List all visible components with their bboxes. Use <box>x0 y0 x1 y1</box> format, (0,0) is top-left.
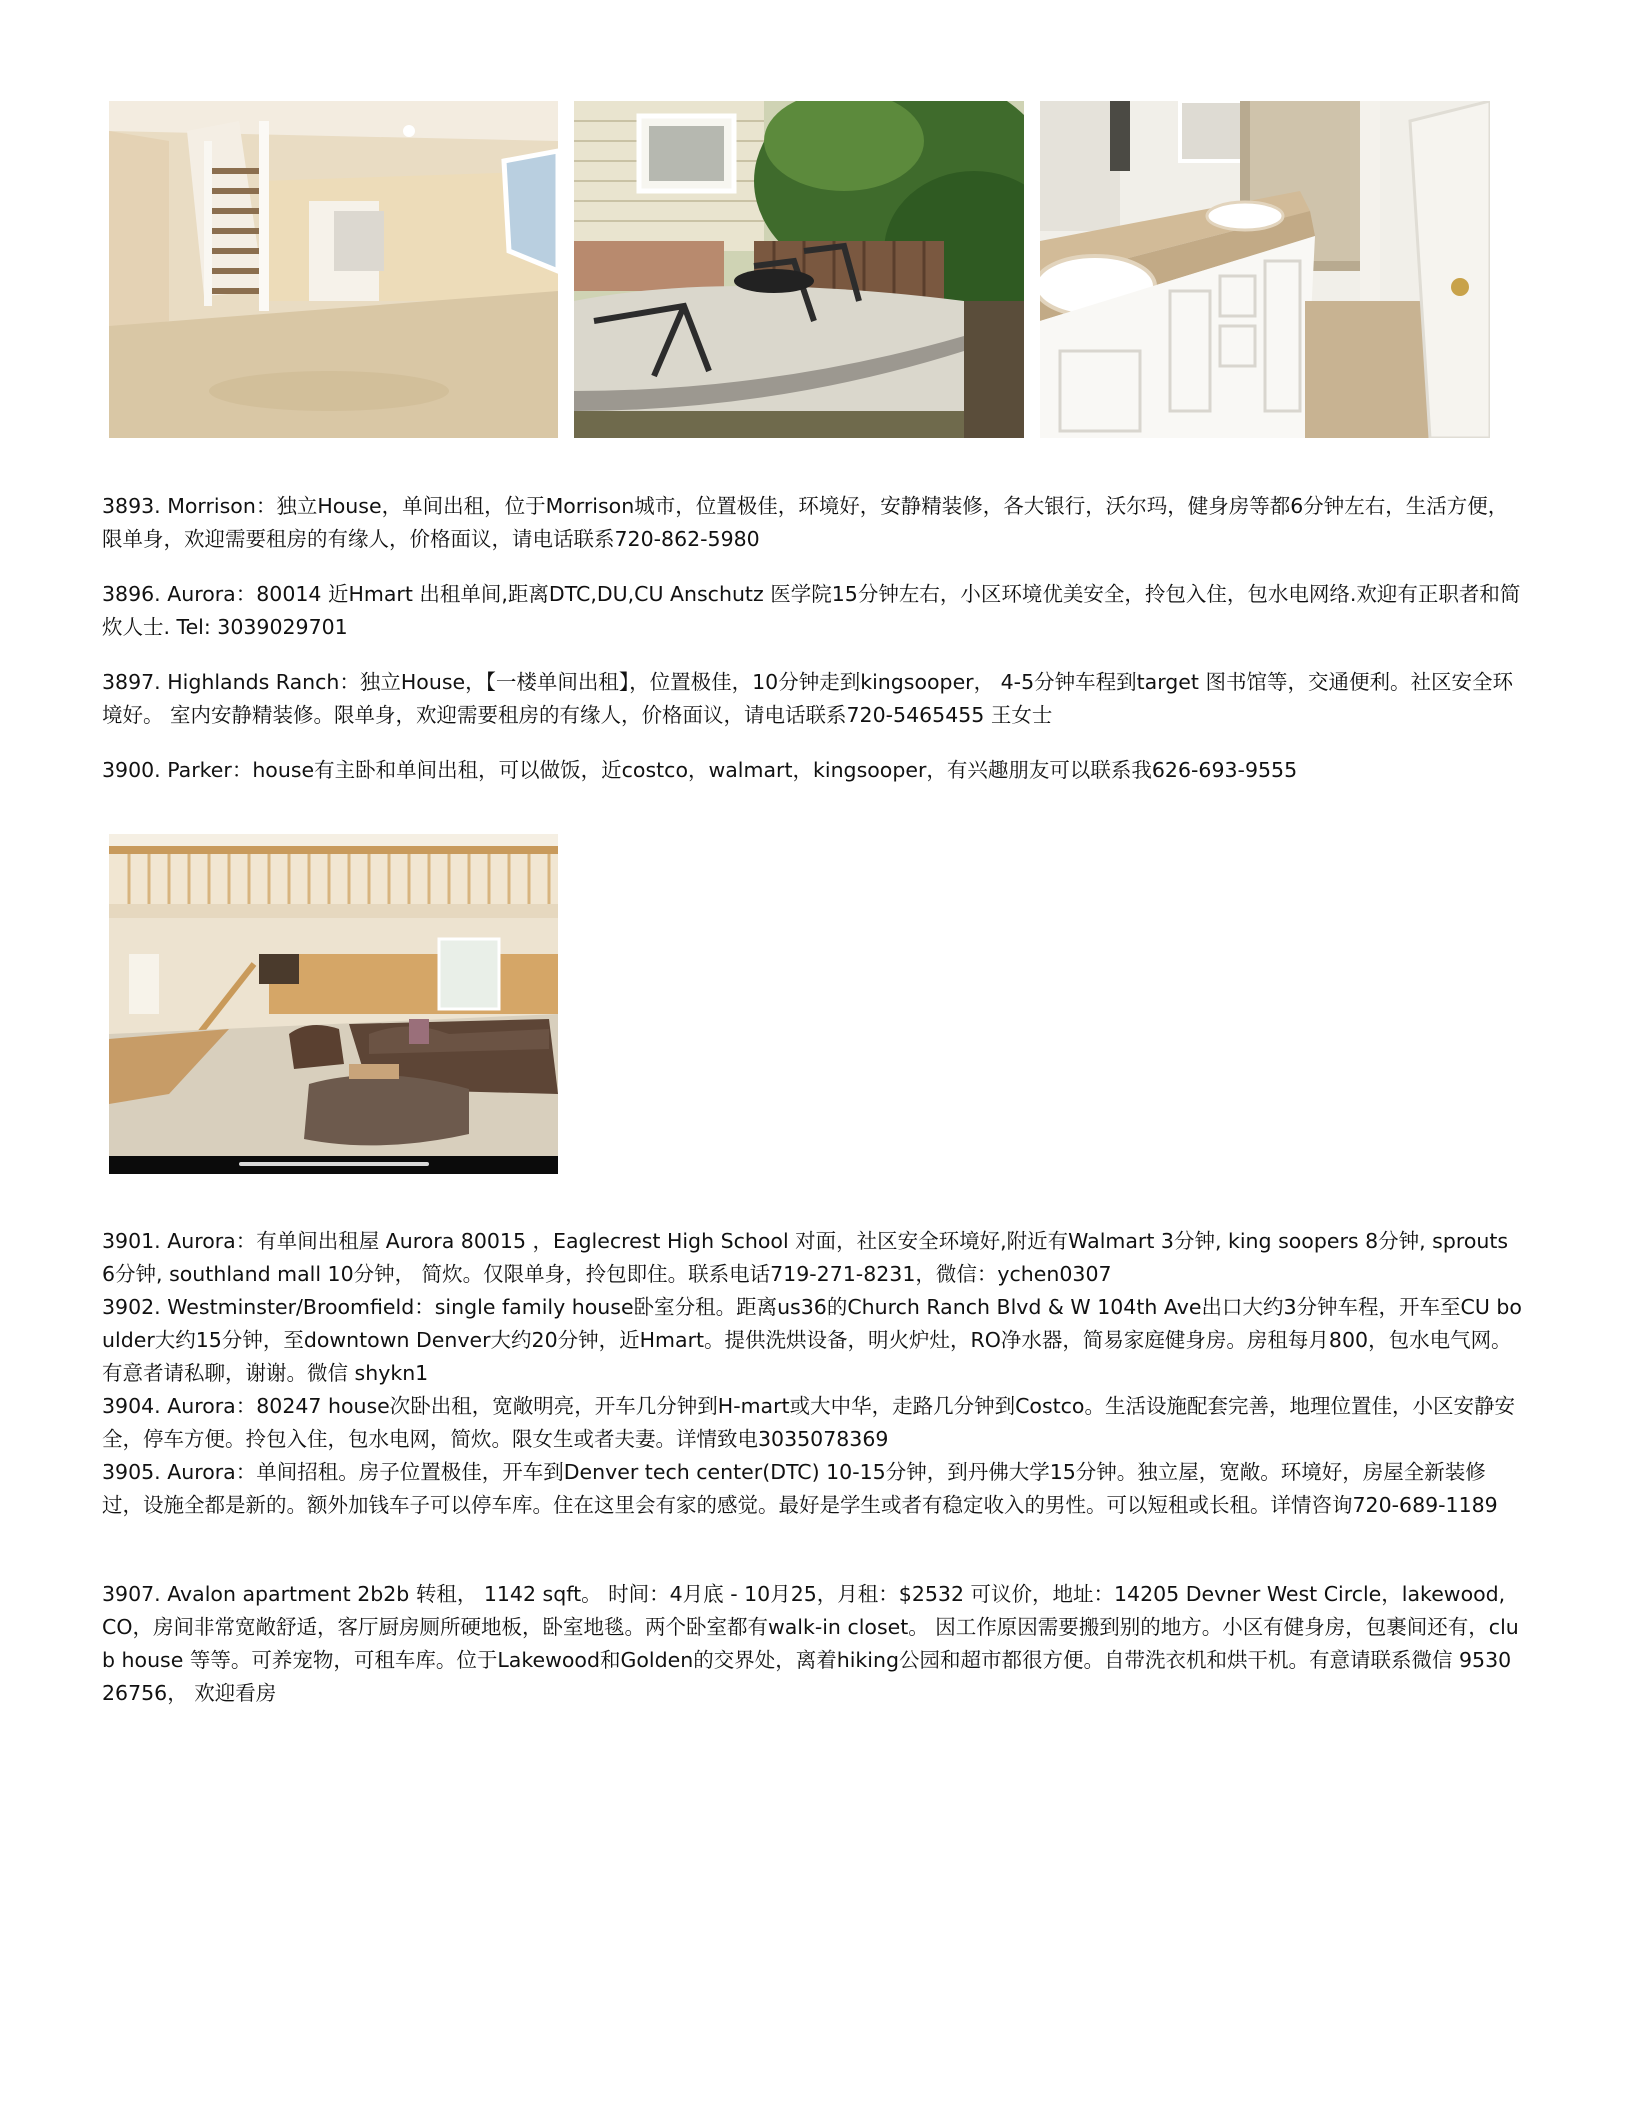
listing-3897: 3897. Highlands Ranch：独立House，【一楼单间出租】，位置极佳，10分钟走到kingsooper， 4-5分钟车程到target 图书馆等，交通便利。社区安全环境好。 室内安静精装修。限单身，欢迎需要租房的有缘人，价格面议，请电话联系720-5465455 王女士 <box>102 670 1513 727</box>
living-room-photo <box>109 834 558 1174</box>
bathroom-vanity-photo <box>1040 101 1490 438</box>
basement-stairs-photo <box>109 101 558 438</box>
listing-3896: 3896. Aurora：80014 近Hmart 出租单间,距离DTC,DU,CU Anschutz 医学院15分钟左右，小区环境优美安全，拎包入住，包水电网络.欢迎有正职者和简炊人士. Tel: 3039029701 <box>102 582 1521 639</box>
listing-3904: 3904. Aurora：80247 house次卧出租，宽敞明亮，开车几分钟到H-mart或大中华，走路几分钟到Costco。生活设施配套完善，地理位置佳，小区安静安全，停车方便。拎包入住，包水电网，简炊。限女生或者夫妻。详情致电3035078369 <box>102 1394 1515 1451</box>
listing-3901: 3901. Aurora：有单间出租屋 Aurora 80015 ，Eaglecrest High School 对面，社区安全环境好,附近有Walmart 3分钟, king soopers 8分钟, sprouts 6分钟, southland mall 10分钟， 简炊。仅限单身，拎包即住。联系电话719-271-8231，微信：ychen0307 <box>102 1229 1509 1286</box>
listing-3893: 3893. Morrison：独立House，单间出租，位于Morrison城市，位置极佳，环境好，安静精装修，各大银行，沃尔玛，健身房等都6分钟左右，生活方便，限单身，欢迎需要租房的有缘人，价格面议，请电话联系720-862-5980 <box>102 494 1509 551</box>
listing-3902: 3902. Westminster/Broomfield：single family house卧室分租。距离us36的Church Ranch Blvd & W 104th Ave出口大约3分钟车程，开车至CU boulder大约15分钟，至downtown Denver大约20分钟，近Hmart。提供洗烘设备，明火炉灶，RO净水器，简易家庭健身房。房租每月800，包水电气网。有意者请私聊，谢谢。微信 shykn1 <box>102 1295 1522 1385</box>
listing-3905: 3905. Aurora：单间招租。房子位置极佳，开车到Denver tech center(DTC) 10-15分钟，到丹佛大学15分钟。独立屋，宽敞。环境好，房屋全新装修过，设施全都是新的。额外加钱车子可以停车库。住在这里会有家的感觉。最好是学生或者有稳定收入的男性。可以短租或长租。详情咨询720-689-1189 <box>102 1460 1498 1517</box>
listing-3907: 3907. Avalon apartment 2b2b 转租， 1142 sqft。 时间：4月底 - 10月25，月租：$2532 可议价，地址：14205 Devner West Circle，lakewood, CO，房间非常宽敞舒适，客厅厨房厕所硬地板，卧室地毯。两个卧室都有walk-in closet。 因工作原因需要搬到别的地方。小区有健身房，包裹间还有，club house 等等。可养宠物，可租车库。位于Lakewood和Golden的交界处，离着hiking公园和超市都很方便。自带洗衣机和烘干机。有意请联系微信 953026756， 欢迎看房 <box>102 1582 1519 1705</box>
backyard-patio-photo <box>574 101 1024 438</box>
listing-3900: 3900. Parker：house有主卧和单间出租，可以做饭，近costco，walmart，kingsooper，有兴趣朋友可以联系我626-693-9555 <box>102 758 1298 782</box>
